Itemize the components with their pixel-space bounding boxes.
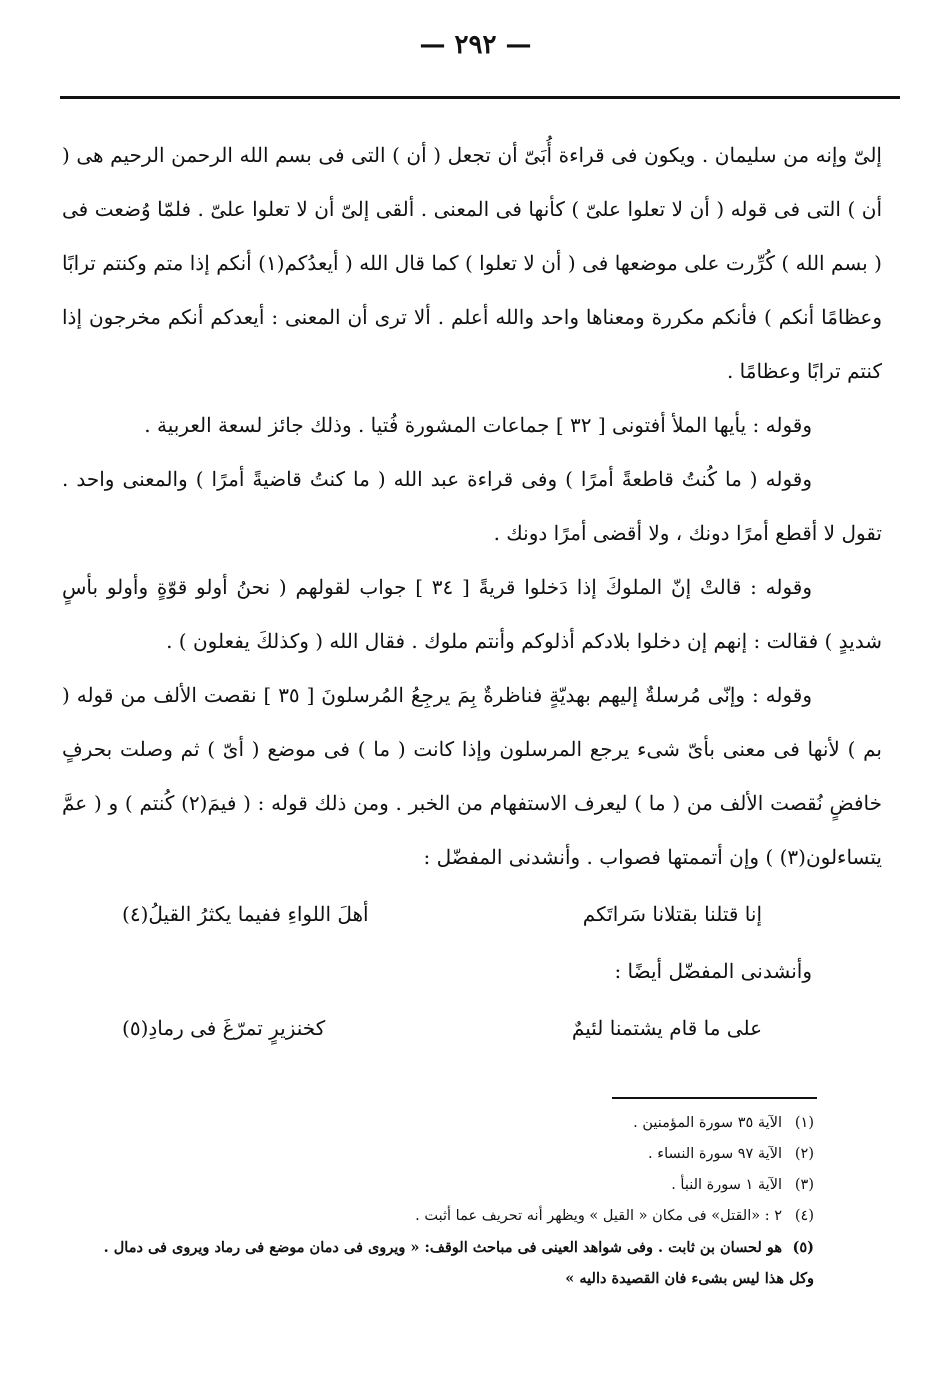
footnote-5-continued — [62, 1263, 822, 1294]
footnote-text: الآية ٣٥ سورة المؤمنين . — [633, 1115, 782, 1131]
footnote-text: ٢ : «القتل» فى مكان « القيل » ويظهر أنه تحريف عما أثبت . — [415, 1208, 782, 1224]
verse-intro: وأنشدنى المفضّل أيضًا : — [614, 959, 812, 983]
page-number: — ٢٩٢ — — [419, 30, 532, 60]
footnote-5 — [62, 1232, 822, 1263]
footnote-rule — [612, 1097, 817, 1099]
footnote-3 — [62, 1170, 822, 1201]
verse-1-first-hemistich: إنا قتلنا بقتلانا سَراتَكم — [582, 902, 762, 926]
footnote-text: الآية ٩٧ سورة النساء . — [648, 1146, 782, 1162]
main-text — [62, 128, 882, 1058]
footnote-number: (٤) — [794, 1208, 814, 1224]
poem-verse-1 — [122, 884, 852, 944]
footnote-number: (٣) — [794, 1177, 814, 1193]
footnote-text: هو لحسان بن ثابت . وفى شواهد العينى فى مباحث الوقف: « ويروى فى دمان موضع فى رماد ويروى فى دمال . — [103, 1239, 782, 1256]
paragraph-2: وقوله : يأيها الملأ أفتونى [ ٣٢ ] جماعات المشورة فُتيا . وذلك جائز لسعة العربية . — [144, 413, 812, 437]
verse-2-first-hemistich: على ما قام يشتمنا لئيمٌ — [571, 1016, 762, 1040]
footnote-number: (٥) — [792, 1239, 814, 1256]
footnote-1 — [62, 1108, 822, 1139]
verse-2-second-hemistich: كخنزيرٍ تمرّغَ فى رمادِ(٥) — [122, 1016, 326, 1040]
footnote-number: (٢) — [794, 1146, 814, 1162]
header-rule — [60, 96, 900, 99]
paragraph-5: وقوله : وإنّى مُرسلةٌ إليهم بهديّةٍ فناظرةٌ بِمَ يرجِعُ المُرسلونَ [ ٣٥ ] نقصت الألف من قوله ( بم ) لأنها فى معنى بأىّ شىء يرجع المرسلون وإذا كانت ( ما ) فى موضع ( أىّ ) ثم وصلت بحرفٍ خافضٍ نُقصت الألف من ( ما ) ليعرف الاستفهام من الخبر . ومن ذلك قوله : ( فيمَ(٢) كُنتم ) و ( عمَّ يتساءلون(٣) ) وإن أتممتها فصواب . وأنشدنى المفضّل : — [62, 683, 882, 869]
footnote-4 — [62, 1201, 822, 1232]
footnote-text: الآية ١ سورة النبأ . — [671, 1177, 782, 1193]
footnote-2 — [62, 1139, 822, 1170]
verse-1-second-hemistich: أهلَ اللواءِ ففيما يكثرُ القيلُ(٤) — [122, 902, 369, 926]
footnote-text: وكل هذا ليس بشىء فان القصيدة داليه » — [565, 1270, 814, 1287]
footnote-number: (١) — [794, 1115, 814, 1131]
footnotes — [62, 1108, 822, 1294]
paragraph-1: إلىّ وإنه من سليمان . ويكون فى قراءة أُبَىّ أن تجعل ( أن ) التى فى بسم الله الرحمن الرحيم هى ( أن ) التى فى قوله ( أن لا تعلوا علىّ ) كأنها فى المعنى . ألقى إلىّ أن لا تعلوا علىّ . فلمّا وُضعت فى ( بسم الله ) كُرِّرت على موضعها فى ( أن لا تعلوا ) كما قال الله ( أيعدُكم(١) أنكم إذا متم وكنتم ترابًا وعظامًا أنكم ) فأنكم مكررة ومعناها واحد والله أعلم . ألا ترى أن المعنى : أيعدكم أنكم مخرجون إذا كنتم ترابًا وعظامًا . — [62, 143, 882, 383]
poem-verse-2 — [122, 998, 852, 1058]
paragraph-3: وقوله ( ما كُنتُ قاطعةً أمرًا ) وفى قراءة عبد الله ( ما كنتُ قاضيةً أمرًا ) والمعنى واحد . تقول لا أقطع أمرًا دونك ، ولا أقضى أمرًا دونك . — [62, 467, 882, 545]
paragraph-4: وقوله : قالتْ إنّ الملوكَ إذا دَخلوا قريةً [ ٣٤ ] جواب لقولهم ( نحنُ أولو قوّةٍ وأولو بأسٍ شديدٍ ) فقالت : إنهم إن دخلوا بلادكم أذلوكم وأنتم ملوك . فقال الله ( وكذلكَ يفعلون ) . — [62, 575, 882, 653]
